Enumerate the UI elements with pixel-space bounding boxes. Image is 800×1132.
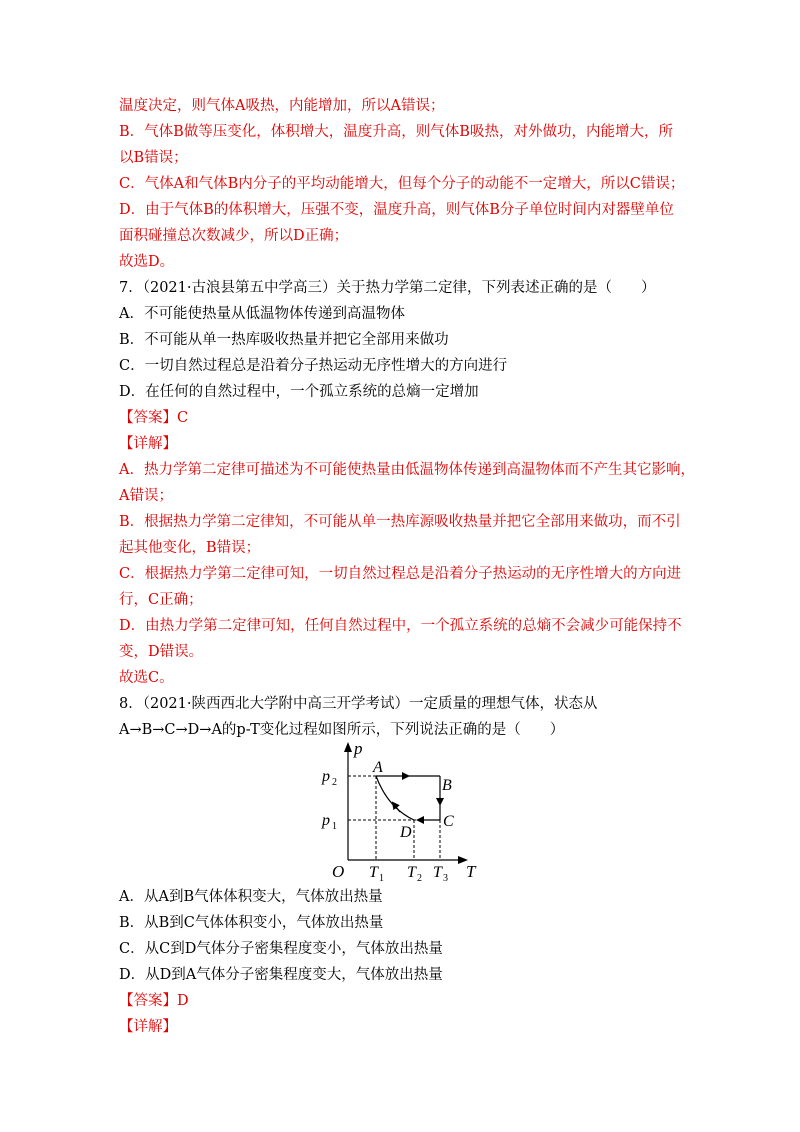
q8-option-d: D．从D到A气体分子密集程度变大，气体放出热量	[119, 967, 443, 983]
p2-label: p	[322, 768, 330, 785]
q6-explain-line-3: 以B错误；	[119, 150, 188, 166]
q8-detail-label: 【详解】	[119, 1019, 177, 1035]
q7-option-d: D．在任何的自然过程中，一个孤立系统的总熵一定增加	[119, 384, 479, 400]
q6-conclusion: 故选D。	[119, 254, 175, 270]
t2-subscript: 2	[417, 873, 422, 884]
q6-explain-line-5: D．由于气体B的体积增大，压强不变，温度升高，则气体B分子单位时间内对器壁单位	[119, 202, 674, 218]
p2-subscript: 2	[332, 777, 337, 788]
q7-detail-line-8: 变，D错误。	[119, 644, 204, 660]
q7-detail-line-6: 行，C正确；	[119, 592, 203, 608]
pt-diagram	[318, 740, 488, 890]
q7-option-c: C．一切自然过程总是沿着分子热运动无序性增大的方向进行	[119, 358, 508, 374]
p-axis-arrow-icon	[344, 742, 352, 752]
q7-detail-line-1: A．热力学第二定律可描述为不可能使热量由低温物体传递到高温物体而不产生其它影响，	[119, 462, 695, 478]
q8-stem-line-1: 8．（2021·陕西西北大学附中高三开学考试）一定质量的理想气体，状态从	[119, 696, 598, 712]
q7-detail-line-2: A错误；	[119, 488, 173, 504]
q6-explain-line-6: 面积碰撞总次数减少，所以D正确；	[119, 228, 349, 244]
q8-answer: 【答案】D	[119, 993, 189, 1009]
p1-subscript: 1	[332, 821, 337, 832]
point-b-label: B	[442, 777, 452, 794]
t3-label: T	[433, 864, 442, 881]
point-c-label: C	[443, 813, 454, 830]
point-a-label: A	[373, 759, 383, 776]
t1-subscript: 1	[379, 873, 384, 884]
q8-option-c: C．从C到D气体分子密集程度变小，气体放出热量	[119, 941, 443, 957]
p-axis-label: p	[354, 740, 363, 758]
path-d-to-a-arrow	[393, 803, 400, 812]
q7-detail-label: 【详解】	[119, 436, 177, 452]
q8-stem-line-2: A→B→C→D→A的p-T变化过程如图所示，下列说法正确的是（ ）	[119, 722, 565, 738]
q7-conclusion: 故选C。	[119, 670, 174, 686]
q6-explain-line-1: 温度决定，则气体A吸热，内能增加，所以A错误；	[119, 98, 445, 114]
q7-detail-line-3: B．根据热力学第二定律知，不可能从单一热库源吸收热量并把它全部用来做功，而不引	[119, 514, 681, 530]
t3-subscript: 3	[443, 873, 448, 884]
q8-option-a: A．从A到B气体体积变大，气体放出热量	[119, 889, 383, 905]
q6-explain-line-4: C．气体A和气体B内分子的平均动能增大，但每个分子的动能不一定增大，所以C错误；	[119, 176, 685, 192]
path-d-to-a	[376, 776, 414, 820]
q7-option-a: A．不可能使热量从低温物体传递到高温物体	[119, 306, 405, 322]
q8-option-b: B．从B到C气体体积变小，气体放出热量	[119, 915, 384, 931]
t2-label: T	[407, 864, 416, 881]
p1-label: p	[322, 812, 330, 829]
origin-label: O	[332, 862, 345, 881]
t-axis-label: T	[466, 862, 476, 881]
q7-detail-line-5: C．根据热力学第二定律可知，一切自然过程总是沿着分子热运动的无序性增大的方向进	[119, 566, 682, 582]
q7-stem: 7．（2021·古浪县第五中学高三）关于热力学第二定律，下列表述正确的是（ ）	[119, 280, 656, 296]
q6-explain-line-2: B．气体B做等压变化，体积增大，温度升高，则气体B吸热，对外做功，内能增大，所	[119, 124, 673, 140]
t1-label: T	[369, 864, 378, 881]
q7-answer: 【答案】C	[119, 410, 189, 426]
q7-option-b: B．不可能从单一热库吸收热量并把它全部用来做功	[119, 332, 449, 348]
point-d-label: D	[400, 824, 412, 841]
q7-detail-line-7: D．由热力学第二定律可知，任何自然过程中，一个孤立系统的总熵不会减少可能保持不	[119, 618, 682, 634]
q7-detail-line-4: 起其他变化，B错误；	[119, 540, 261, 556]
